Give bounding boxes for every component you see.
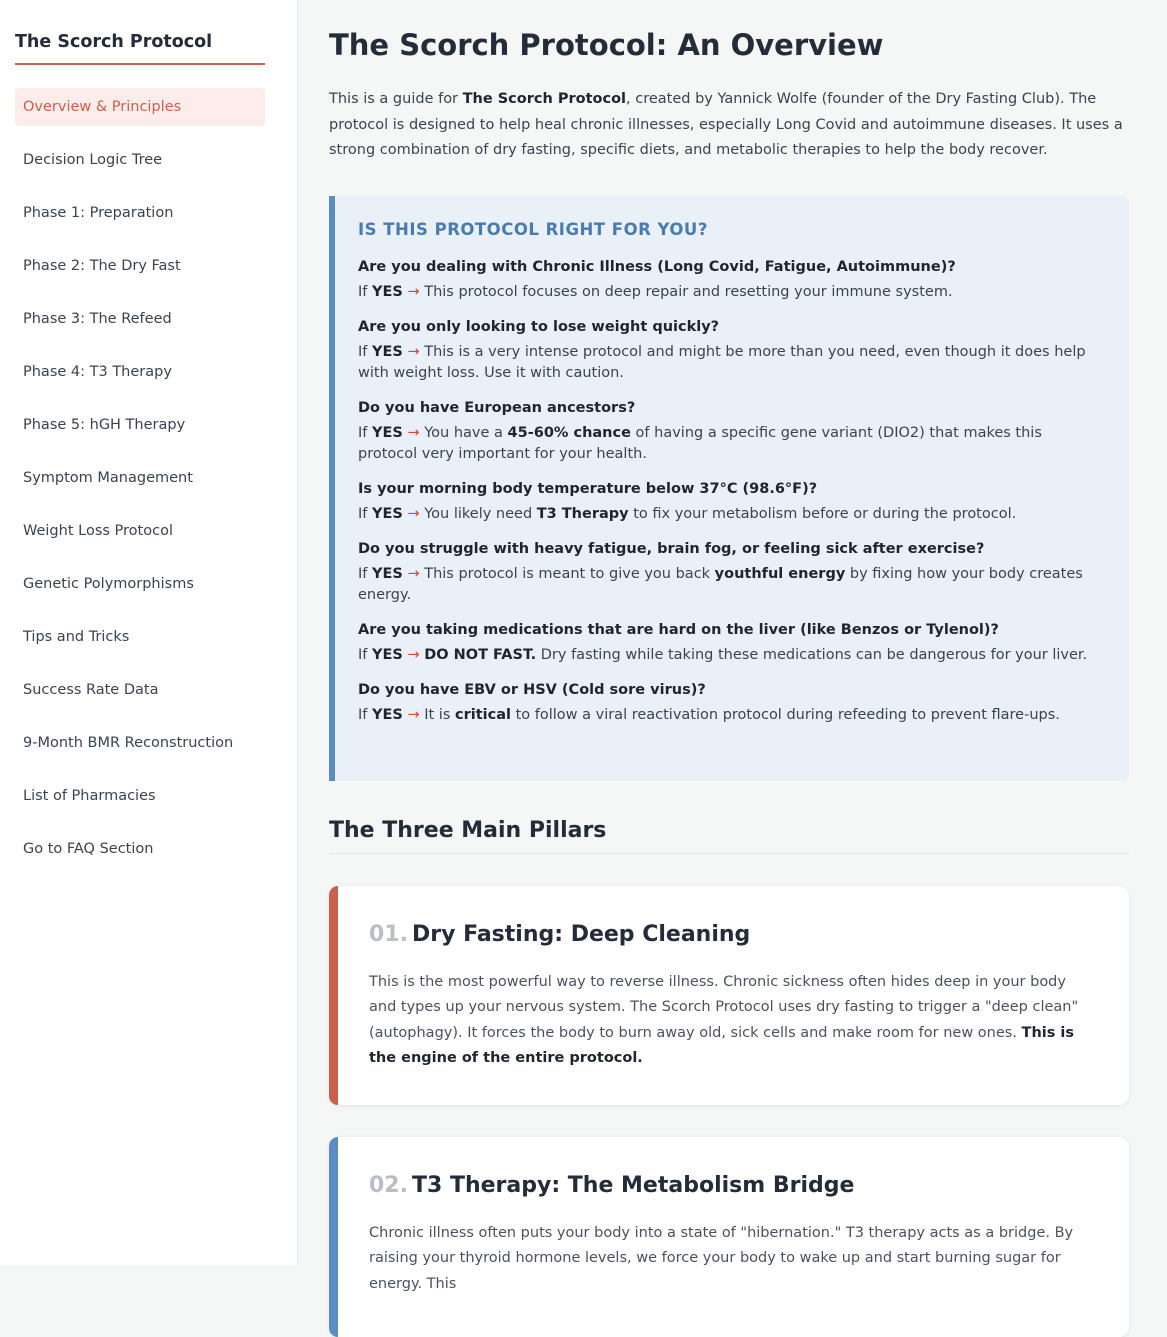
question-item: [358, 398, 1101, 465]
question-text: Are you taking medications that are hard on the liver (like Benzos or Tylenol)?: [358, 621, 999, 638]
arrow-right-icon: →: [407, 706, 420, 723]
sidebar-item-phase-5[interactable]: Phase 5: hGH Therapy: [23, 417, 186, 433]
answer-bold: DO NOT FAST.: [424, 646, 537, 663]
if-label: If: [358, 424, 372, 441]
answer-text-cont: by fixing how your body creates energy.: [358, 565, 1083, 603]
answer-bold: T3 Therapy: [536, 505, 629, 522]
arrow-right-icon: →: [407, 505, 420, 522]
question-text: Is your morning body temperature below 37°C (98.6°F)?: [358, 480, 818, 497]
yes-label: YES: [372, 706, 403, 723]
sidebar-item-bmr[interactable]: 9-Month BMR Reconstruction: [23, 735, 234, 751]
pillar-card-dry-fasting: [329, 886, 1129, 1105]
pillar-number: 01.: [369, 921, 408, 947]
answer-bold: critical: [455, 706, 511, 723]
answer-text-cont: to fix your metabolism before or during the protocol.: [628, 505, 1017, 522]
pillar-body-bold: This is the engine of the entire protocol.: [369, 1024, 1075, 1066]
answer-text: This protocol focuses on deep repair and resetting your immune system.: [419, 283, 953, 300]
question-answer: [358, 564, 1101, 606]
answer-text: This is a very intense protocol and might be more than you need, even though it does help with weight loss. Use it with caution.: [358, 343, 1086, 381]
question-item: [358, 539, 1101, 606]
arrow-right-icon: →: [407, 565, 420, 582]
intro-text-cont: , created by Yannick Wolfe (founder of the Dry Fasting Club). The protocol is designed to help heal chronic illnesses, especially Long Covid and autoimmune diseases. It uses a strong combination of dry fasting, specific diets, and metabolic therapies to help the body recover.: [329, 91, 1123, 158]
question-answer: [358, 423, 1101, 465]
sidebar-item-tips[interactable]: Tips and Tricks: [23, 629, 130, 645]
sidebar-item-decision-logic[interactable]: Decision Logic Tree: [23, 152, 163, 168]
answer-text: It is: [419, 706, 455, 723]
pillar-body-text: Chronic illness often puts your body into a state of "hibernation." T3 therapy acts as a bridge. By raising your thyroid hormone levels, we force your body to wake up and start burning sugar for energy. This: [369, 1224, 1074, 1292]
protocol-fit-callout: [329, 196, 1129, 781]
callout-title: IS THIS PROTOCOL RIGHT FOR YOU?: [358, 219, 708, 239]
answer-text: You likely need: [419, 505, 537, 522]
sidebar-item-pharmacies[interactable]: List of Pharmacies: [23, 788, 156, 804]
page-title: The Scorch Protocol: An Overview: [329, 28, 884, 62]
question-item: [358, 620, 1101, 666]
main-content: [329, 0, 1129, 1337]
yes-label: YES: [372, 646, 403, 663]
question-text: Do you have European ancestors?: [358, 399, 636, 416]
pillar-card-t3-therapy: [329, 1137, 1129, 1337]
answer-text: This protocol is meant to give you back: [419, 565, 715, 582]
sidebar-item-weight-loss[interactable]: Weight Loss Protocol: [23, 523, 173, 539]
question-item: [358, 317, 1101, 384]
arrow-right-icon: →: [407, 646, 420, 663]
yes-label: YES: [372, 424, 403, 441]
intro-bold: The Scorch Protocol: [462, 91, 627, 107]
sidebar: [0, 0, 298, 1265]
answer-text: You have a: [419, 424, 508, 441]
sidebar-item-phase-2[interactable]: Phase 2: The Dry Fast: [23, 258, 181, 274]
pillar-title: Dry Fasting: Deep Cleaning: [411, 921, 751, 947]
sidebar-item-success-rate[interactable]: Success Rate Data: [23, 682, 159, 698]
yes-label: YES: [372, 505, 403, 522]
pillar-body-text: This is the most powerful way to reverse illness. Chronic sickness often hides deep in your body and types up your nervous system. The Scorch Protocol uses dry fasting to trigger a "deep clean" (autophagy). It forces the body to burn away old, sick cells and make room for new ones.: [369, 973, 1079, 1041]
sidebar-item-symptom-management[interactable]: Symptom Management: [23, 470, 193, 486]
question-text: Do you struggle with heavy fatigue, brain fog, or feeling sick after exercise?: [358, 540, 985, 557]
pillars-section-title: The Three Main Pillars: [329, 818, 1129, 854]
question-text: Are you dealing with Chronic Illness (Long Covid, Fatigue, Autoimmune)?: [358, 258, 956, 275]
intro-text: This is a guide for: [329, 91, 463, 107]
pillar-heading: [369, 920, 1089, 950]
pillar-title: T3 Therapy: The Metabolism Bridge: [411, 1172, 855, 1198]
question-answer: [358, 282, 1101, 303]
pillar-number: 02.: [369, 1172, 408, 1198]
question-answer: [358, 705, 1101, 726]
sidebar-nav: [15, 88, 265, 868]
question-item: [358, 257, 1101, 303]
answer-bold: youthful energy: [714, 565, 846, 582]
intro-paragraph: [329, 87, 1129, 164]
sidebar-item-phase-4[interactable]: Phase 4: T3 Therapy: [23, 364, 172, 380]
yes-label: YES: [372, 283, 403, 300]
question-answer: [358, 504, 1101, 525]
question-answer: [358, 342, 1101, 384]
answer-bold: 45-60% chance: [507, 424, 631, 441]
pillar-body: [369, 1221, 1089, 1298]
question-item: [358, 479, 1101, 525]
if-label: If: [358, 505, 372, 522]
question-text: Are you only looking to lose weight quickly?: [358, 318, 720, 335]
yes-label: YES: [372, 343, 403, 360]
sidebar-title: The Scorch Protocol: [15, 32, 265, 65]
answer-text-cont: of having a specific gene variant (DIO2) that makes this protocol very important for your health.: [358, 424, 1042, 462]
sidebar-item-faq[interactable]: Go to FAQ Section: [23, 841, 154, 857]
arrow-right-icon: →: [407, 424, 420, 441]
sidebar-item-genetic-polymorphisms[interactable]: Genetic Polymorphisms: [23, 576, 194, 592]
yes-label: YES: [372, 565, 403, 582]
sidebar-item-phase-3[interactable]: Phase 3: The Refeed: [23, 311, 172, 327]
question-item: [358, 680, 1101, 726]
pillar-heading: [369, 1171, 1089, 1201]
if-label: If: [358, 343, 372, 360]
arrow-right-icon: →: [407, 283, 420, 300]
question-text: Do you have EBV or HSV (Cold sore virus)?: [358, 681, 706, 698]
answer-text-cont: Dry fasting while taking these medications can be dangerous for your liver.: [536, 646, 1088, 663]
sidebar-item-overview[interactable]: Overview & Principles: [15, 88, 265, 126]
sidebar-item-phase-1[interactable]: Phase 1: Preparation: [23, 205, 174, 221]
answer-text-cont: to follow a viral reactivation protocol during refeeding to prevent flare-ups.: [510, 706, 1060, 723]
if-label: If: [358, 283, 372, 300]
pillar-body: [369, 970, 1089, 1072]
if-label: If: [358, 646, 372, 663]
question-answer: [358, 645, 1101, 666]
arrow-right-icon: →: [407, 343, 420, 360]
if-label: If: [358, 565, 372, 582]
if-label: If: [358, 706, 372, 723]
